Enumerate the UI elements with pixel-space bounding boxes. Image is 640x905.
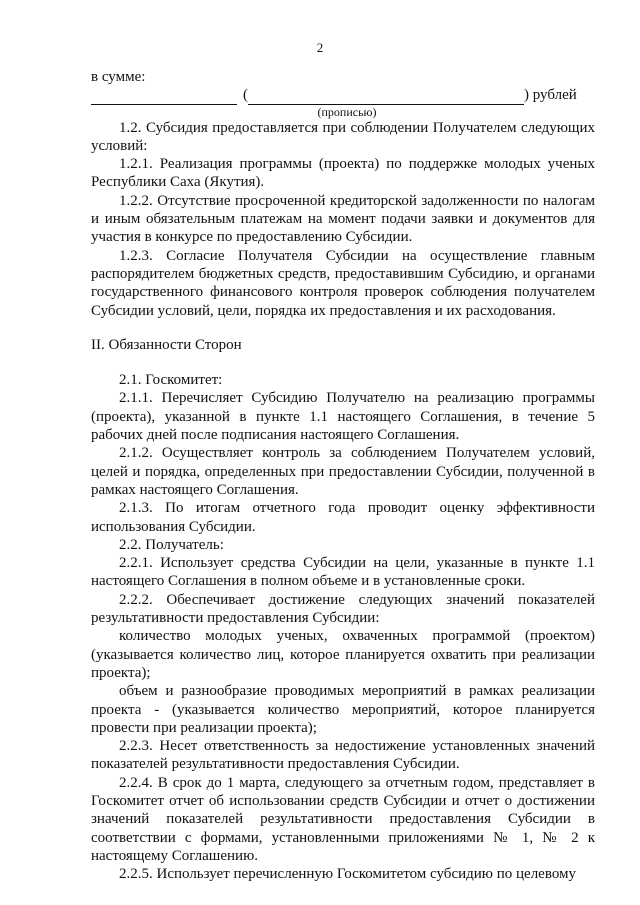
paragraph: 1.2.2. Отсутствие просроченной кредиторской задолженности по налогам и иным обязательным платежам на момент подачи заявки и документов для участия в конкурсе по предоставлению Субсидии.: [91, 192, 595, 246]
paragraph: 2.1.1. Перечисляет Субсидию Получателю на реализацию программы (проекта), указанной в пункте 1.1 настоящего Соглашения, в течение 5 рабочих дней после подписания настоящего Соглашения.: [91, 390, 595, 444]
sum-caption: (прописью): [317, 104, 377, 119]
paragraph: 2.1.2. Осуществляет контроль за соблюдением Получателем условий, целей и порядка, определенных при предоставлении Субсидии, полученной в рамках настоящего Соглашения.: [91, 445, 595, 498]
paragraph: объем и разнообразие проводимых мероприятий в рамках реализации проекта - (указывается количество мероприятий, которое планируется провести при реализации проекта);: [91, 683, 595, 736]
paragraph: 2.2.4. В срок до 1 марта, следующего за отчетным годом, представляет в Госкомитет отчет об использовании средств Субсидии и отчет о достижении значений показателей результативности предоставления Субсидии в соответствии с формами, установленными приложениями № 1, № 2 к настоящему Соглашению.: [91, 774, 595, 864]
paragraph: 1.2.1. Реализация программы (проекта) по поддержке молодых ученых Республики Саха (Якутия).: [91, 156, 595, 191]
section-heading: II. Обязанности Сторон: [91, 336, 242, 353]
page-number: 2: [316, 40, 324, 55]
sum-open-paren: (: [243, 87, 248, 104]
sum-words-blank: [248, 92, 524, 105]
paragraph: 2.2.5. Использует перечисленную Госкомитетом субсидию по целевому: [119, 866, 577, 883]
sum-digits-blank: [91, 92, 237, 105]
paragraph: 2.2.1. Использует средства Субсидии на цели, указанные в пункте 1.1 настоящего Соглашения в полном объеме и в установленные сроки.: [91, 555, 595, 590]
paragraph: 2.1. Госкомитет:: [119, 372, 223, 389]
paragraph: 2.2. Получатель:: [119, 536, 224, 553]
sum-label: в сумме:: [91, 69, 146, 85]
paragraph: 1.2. Субсидия предоставляется при соблюдении Получателем следующих условий:: [91, 119, 595, 154]
paragraph: 2.2.3. Несет ответственность за недостижение установленных значений показателей результативности предоставления Субсидии.: [91, 738, 595, 773]
sum-line: [91, 86, 595, 104]
paragraph: количество молодых ученых, охваченных программой (проектом) (указывается количество лиц, которое планируется охватить при реализации проекта);: [91, 628, 595, 681]
sum-currency: ) рублей: [524, 87, 577, 104]
document-body: [91, 68, 595, 883]
paragraph: 2.2.2. Обеспечивает достижение следующих значений показателей результативности предоставления Субсидии:: [91, 591, 595, 627]
paragraph: 1.2.3. Согласие Получателя Субсидии на осуществление главным распорядителем бюджетных средств, предоставившим Субсидию, и органами государственного финансового контроля проверок соблюдения получателем Субсидии условий, цели, порядка их предоставления и их расходования.: [91, 247, 595, 319]
paragraph: 2.1.3. По итогам отчетного года проводит оценку эффективности использования Субсидии.: [91, 500, 595, 535]
